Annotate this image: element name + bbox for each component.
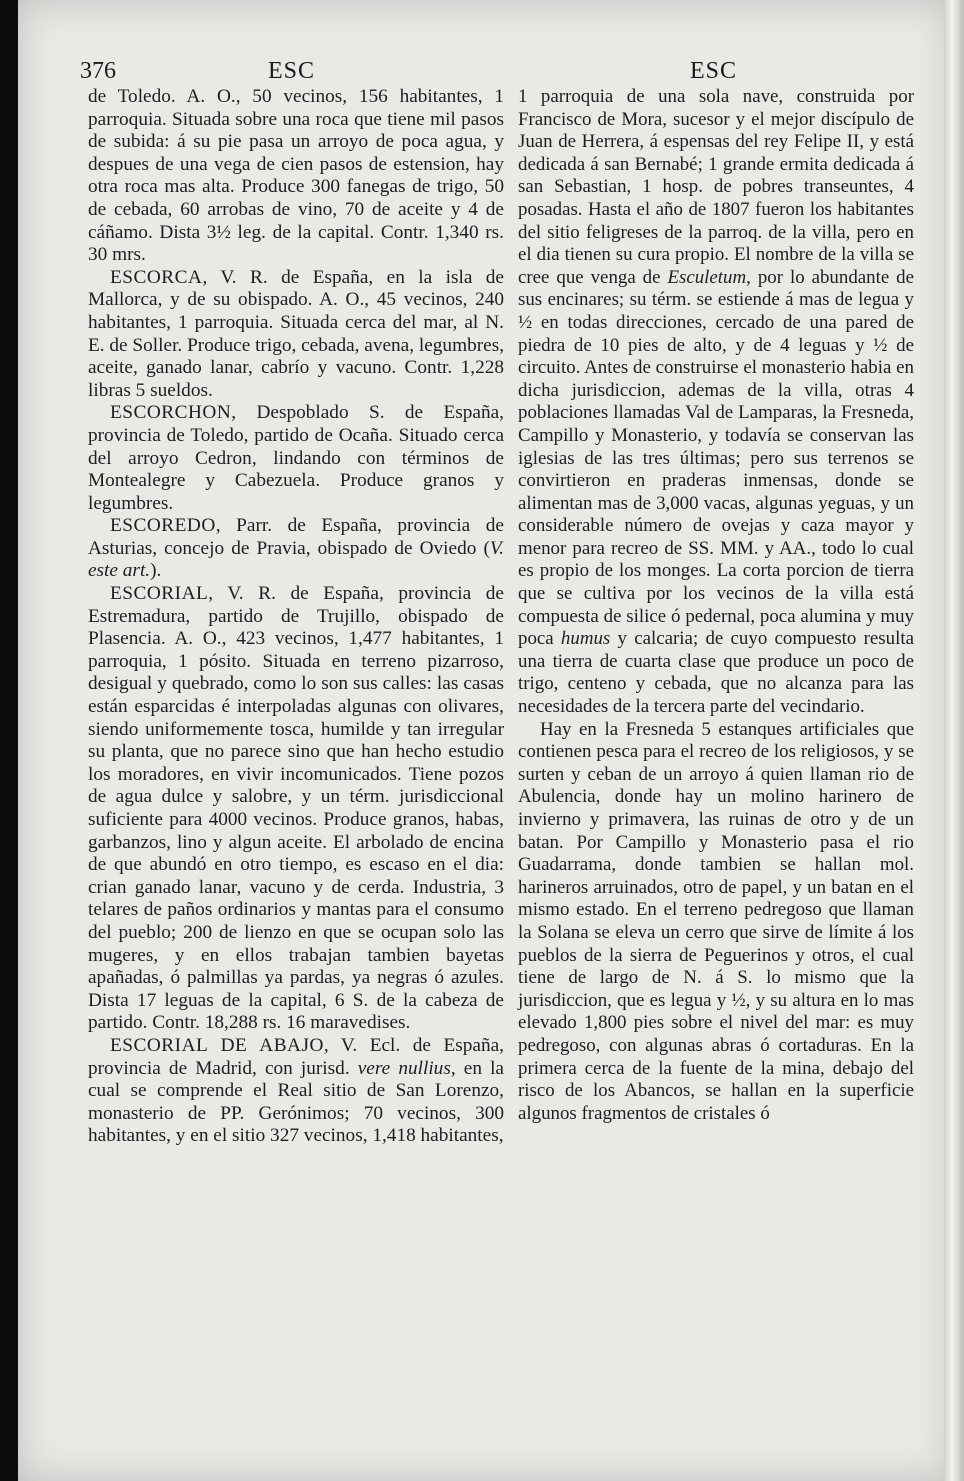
escorchon-text: , Despoblado S. de España, provincia de Toledo, partido de Ocaña. Situado cerca del arroyo Cedron, lindando con términos de Montealegre y Cabezuela. Produce granos y legumbres. [88, 402, 504, 514]
escoredo-headword: ESCOREDO [110, 515, 216, 537]
escoredo-entry [88, 515, 504, 583]
escorchon-entry [88, 402, 504, 515]
escorial-de-abajo-continued [518, 86, 914, 719]
toledo-entry-tail: de Toledo. A. O., 50 vecinos, 156 habitantes, 1 parroquia. Situada sobre una roca que tiene mil pasos de subida: á su pie pasa un arroyo de poca agua, y despues de una vega de cien pasos de estension, hay otra roca mas alta. Produce 300 fanegas de trigo, 50 de cebada, 60 arrobas de vino, 70 de aceite y 4 de cáñamo. Dista 3½ leg. de la capital. Contr. 1,340 rs. 30 mrs. [88, 86, 504, 266]
escorial-de-abajo-entry [88, 1035, 504, 1148]
humus-term: humus [560, 628, 611, 650]
left-column [88, 86, 504, 1148]
page-number: 376 [80, 58, 116, 84]
page-edge [944, 0, 964, 1481]
escorca-entry [88, 267, 504, 403]
continuation-text-3: y calcaria; de cuyo compuesto resulta una tierra de cuarta clase que produce un poco de trigo, centeno y cebada, que no alcanza para las necesidades de la tercera parte del vecindario. [518, 628, 914, 718]
escorial-de-abajo-headword: ESCORIAL DE ABAJO [110, 1034, 324, 1056]
continuation-text-1: 1 parroquia de una sola nave, construida por Francisco de Mora, sucesor y el mejor discípulo de Juan de Herrera, á espensas del rey Felipe II, y está dedicada á san Bernabé; 1 grande ermita dedicada á san Sebastian, 1 hosp. de pobres transeuntes, 4 posadas. Hasta el año de 1807 fueron los habitantes del sitio feligreses de la parroq. de la villa, pero en el dia tienen su cura propio. El nombre de la villa se cree que venga de [518, 86, 914, 288]
escorial-de-abajo-text-1: , V. Ecl. de España, provincia de Madrid, con jurisd. [88, 1034, 504, 1079]
continuation-text-2: , por lo abundante de sus encinares; su térm. se estiende á mas de legua y ½ en todas direcciones, cercado de una pared de piedra de 10 pies de alto, y de 4 leguas y ½ de circuito. Antes de construirse el monasterio habia en dicha jurisdiccion, ademas de la villa, otras 4 poblaciones llamadas Val de Lamparas, la Fresneda, Campillo y Monasterio, y todavía se conservan las iglesias de las tres últimas; pero sus terrenos se convirtieron en praderas inmensas, donde se alimentan mas de 3,000 vacas, algunas yeguas, y un considerable número de ovejas y caza mayor y menor para recreo de SS. MM. y AA., todo lo cual es propio de los monges. La corta porcion de tierra que se cultiva por los vecinos de la villa está compuesta de silice ó pedernal, poca alumina y muy poca [518, 266, 915, 650]
escorca-text: , V. R. de España, en la isla de Mallorca, y de su obispado. A. O., 45 vecinos, 240 habitantes, 1 parroquia. Situada cerca del mar, al N. E. de Soller. Produce trigo, cebada, avena, legumbres, aceite, ganado lanar, cabrío y vacuno. Contr. 1,228 libras 5 sueldos. [88, 266, 505, 401]
vere-nullius: vere nullius [357, 1057, 451, 1079]
escorial-text: , V. R. de España, provincia de Estremadura, partido de Trujillo, obispado de Plasencia. A. O., 423 vecinos, 1,477 habitantes, 1 parroquia, 1 pósito. Situada en terreno pizarroso, desigual y quebrado, como lo son sus calles: las casas están esparcidas é interpoladas algunas con olivares, siendo uniformemente tosca, humilde y tan irregular su planta, que no parece sino que han hecho estudio los moradores, en vivir incomunicados. Tiene pozos de agua dulce y salobre, y un térm. jurisdiccional suficiente para 4000 vecinos. Produce granos, habas, garbanzos, lino y algun aceite. El arbolado de encina de que abundó en otro tiempo, es escaso en el dia: crian ganado lanar, vacuno y de cerda. Industria, 3 telares de paños ordinarios y mantas para el consumo del pueblo; 200 de lienzo en que se ocupan solo las mugeres, y en ellos trabajan tambien bayetas apañadas, ó palmillas ya pardas, ya negras ó azules. Dista 17 leguas de la capital, 6 S. de la cabeza de partido. Contr. 18,288 rs. 16 maravedises. [88, 583, 504, 1034]
escorca-headword: ESCORCA [110, 266, 203, 288]
right-column [518, 86, 914, 1125]
escoredo-text: , Parr. de España, provincia de Asturias, concejo de Pravia, obispado de Oviedo ( [88, 515, 504, 559]
esculetum-term: Esculetum [667, 266, 747, 288]
escorial-entry [88, 583, 504, 1035]
escorial-headword: ESCORIAL [110, 583, 209, 605]
right-heading: ESC [690, 58, 738, 84]
fresneda-paragraph: Hay en la Fresneda 5 estanques artificiales que contienen pesca para el recreo de los religiosos, y se surten y ceban de un arroyo á quien llaman rio de Abulencia, donde hay un molino harinero de invierno y primavera, las ruinas de otro y de un batan. Por Campillo y Monasterio pasa el rio Guadarrama, donde tambien se hallan mol. harineros arruinados, otro de papel, y un batan en el mismo estado. En el terreno pedregoso que llaman la Solana se eleva un cerro que sirve de límite á los pueblos de la sierra de Peguerinos y otros, el cual tiene de largo de N. á S. lo mismo que la jurisdiccion, que es legua y ½, y su altura en lo mas elevado 1,800 pies sobre el nivel del mar: es muy pedregoso, con algunas abras ó cortaduras. En la primera cerca de la fuente de la mina, debajo del risco de los Abancos, se hallan en la superficie algunos fragmentos de cristales ó [518, 718, 914, 1124]
book-page [18, 0, 952, 1481]
escorchon-headword: ESCORCHON [110, 402, 232, 424]
escoredo-cross-reference: V. este art. [88, 537, 504, 582]
escorial-de-abajo-text-2: , en la cual se comprende el Real sitio de San Lorenzo, monasterio de PP. Gerónimos; 70 vecinos, 300 habitantes, y en el sitio 327 vecinos, 1,418 habitantes, [88, 1057, 504, 1147]
left-heading: ESC [268, 58, 316, 84]
escoredo-close: ). [150, 560, 162, 582]
